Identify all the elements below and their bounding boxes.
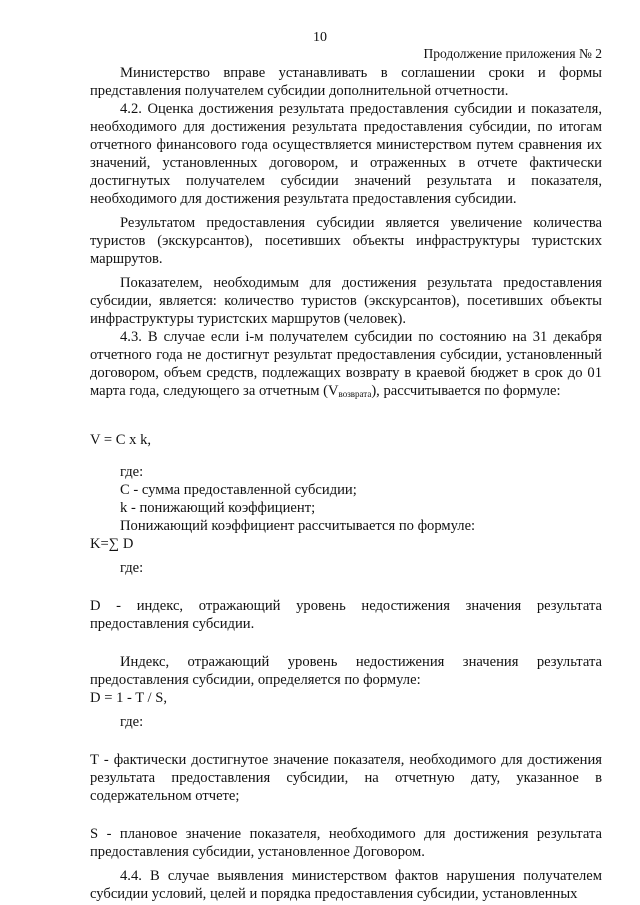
- formula-v: V = C x k,: [90, 432, 152, 448]
- paragraph-4-3-end: ), рассчитывается по формуле:: [371, 383, 561, 399]
- paragraph-4-4: 4.4. В случае выявления министерством фактов нарушения получателем субсидии условий, целей и порядка предоставления субсидии, установленных: [90, 868, 602, 902]
- definition-d: D - индекс, отражающий уровень недостижения значения результата предоставления субсидии.: [90, 598, 602, 632]
- paragraph-4-3: [90, 328, 602, 403]
- formula-k: K=∑ D: [90, 536, 134, 552]
- document-body: [90, 64, 602, 903]
- where-label: где:: [120, 560, 144, 576]
- paragraph-result: Результатом предоставления субсидии является увеличение количества туристов (экскурсантов), посетивших объекты инфраструктуры туристских маршрутов.: [90, 215, 602, 267]
- definition-k: k - понижающий коэффициент;: [120, 500, 316, 516]
- index-formula-intro: Индекс, отражающий уровень недостижения значения результата предоставления субсидии, определяется по формуле:: [90, 654, 602, 688]
- formula-d: D = 1 - T / S,: [90, 690, 168, 706]
- page-number: 10: [313, 30, 327, 45]
- continuation-note: Продолжение приложения № 2: [423, 46, 602, 61]
- definition-c: С - сумма предоставленной субсидии;: [120, 482, 357, 498]
- v-subscript: возврата: [338, 389, 372, 399]
- where-label: где:: [120, 714, 144, 730]
- paragraph-reporting-terms: Министерство вправе устанавливать в соглашении сроки и формы представления получателем субсидии дополнительной отчетности.: [90, 65, 602, 99]
- k-formula-intro: Понижающий коэффициент рассчитывается по формуле:: [120, 518, 476, 534]
- paragraph-4-2: 4.2. Оценка достижения результата предоставления субсидии и показателя, необходимого для достижения результата предоставления субсидии, по итогам отчетного финансового года осуществляется министерством путем сравнения их значений, установленных договором, и отраженных в отчете фактически достигнутых получателем субсидии значений результата и показателя, необходимого для достижения результата предоставления субсидии.: [90, 101, 602, 207]
- paragraph-4-3-text: 4.3. В случае если i-м получателем субсидии по состоянию на 31 декабря отчетного года не достигнут результат предоставления субсидии, установленный договором, объем средств, подлежащих возврату в краевой бюджет в срок до 01 марта года, следующего за отчетным (V: [90, 329, 602, 399]
- paragraph-indicator: Показателем, необходимым для достижения результата предоставления субсидии, является: количество туристов (экскурсантов), посетивших объекты инфраструктуры туристских маршрутов (человек).: [90, 275, 602, 327]
- definition-t: Т - фактически достигнутое значение показателя, необходимого для достижения результата предоставления субсидии, на отчетную дату, указанное в содержательном отчете;: [90, 752, 602, 804]
- definition-s: S - плановое значение показателя, необходимого для достижения результата предоставления субсидии, установленное Договором.: [90, 826, 602, 860]
- where-label: где:: [120, 464, 144, 480]
